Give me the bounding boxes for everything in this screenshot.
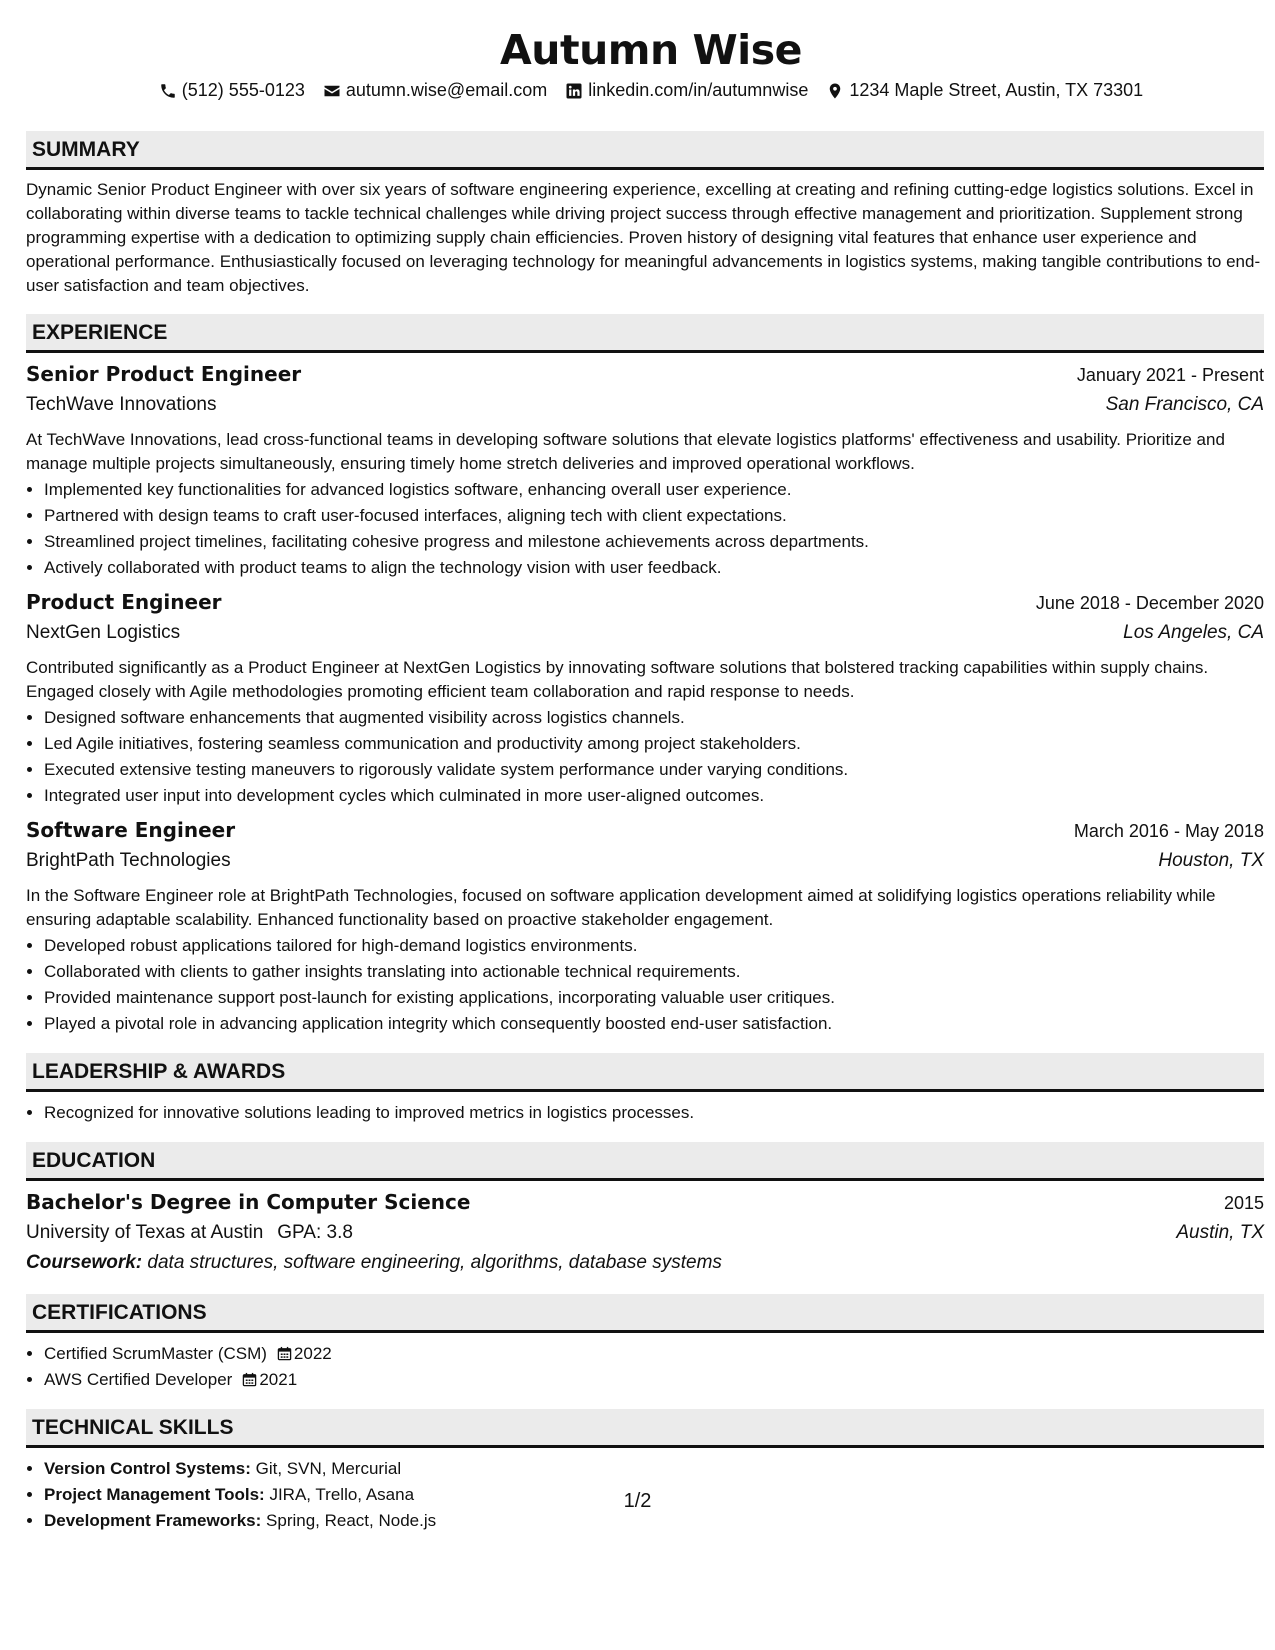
list-item: • Implemented key functionalities for advanced logistics software, enhancing overall user experience. bbox=[44, 477, 1264, 503]
coursework-text: data structures, software engineering, algorithms, database systems bbox=[147, 1252, 722, 1273]
job-summary: Contributed significantly as a Product Engineer at NextGen Logistics by innovating software solutions that bolstered tracking capabilities within supply chains. Engaged closely with Agile methodologies promoting efficient team collaboration and rapid response to needs. bbox=[26, 658, 1209, 701]
contact-bar bbox=[26, 80, 1275, 101]
school-location: Austin, TX bbox=[1176, 1222, 1264, 1243]
list-item: • Partnered with design teams to craft user-focused interfaces, aligning tech with client expectations. bbox=[44, 503, 1264, 529]
list-item: • Integrated user input into development cycles which culminated in more user-aligned outcomes. bbox=[44, 783, 1264, 809]
cert-year: 2021 bbox=[259, 1370, 298, 1389]
section-heading-education: EDUCATION bbox=[26, 1142, 1264, 1181]
job-dates: June 2018 - December 2020 bbox=[1035, 593, 1264, 613]
job-company: BrightPath Technologies bbox=[26, 850, 231, 871]
degree: Bachelor's Degree in Computer Science bbox=[26, 1190, 471, 1214]
coursework-label: Coursework: bbox=[26, 1252, 143, 1273]
job-entry bbox=[26, 359, 1264, 581]
cert-name: Certified ScrumMaster (CSM) bbox=[44, 1344, 267, 1363]
section-heading-leadership: LEADERSHIP & AWARDS bbox=[26, 1053, 1264, 1092]
list-item bbox=[44, 1456, 1188, 1482]
section-heading-experience: EXPERIENCE bbox=[26, 314, 1264, 353]
candidate-name: Autumn Wise bbox=[500, 26, 802, 74]
job-entry bbox=[26, 587, 1264, 809]
contact-linkedin[interactable] bbox=[565, 80, 808, 101]
education-entry bbox=[26, 1187, 1264, 1278]
job-company: TechWave Innovations bbox=[26, 394, 217, 415]
list-item bbox=[44, 1367, 1188, 1393]
list-item: • Provided maintenance support post-launch for existing applications, incorporating valuable user critiques. bbox=[44, 985, 1264, 1011]
school-line bbox=[26, 1218, 353, 1248]
contact-email[interactable] bbox=[323, 80, 547, 101]
list-item: • Designed software enhancements that augmented visibility across logistics channels. bbox=[44, 705, 1264, 731]
phone-icon bbox=[159, 82, 177, 100]
section-heading-summary: SUMMARY bbox=[26, 131, 1264, 170]
list-item bbox=[44, 1341, 1188, 1367]
section-heading-certifications: CERTIFICATIONS bbox=[26, 1294, 1264, 1333]
job-title: Senior Product Engineer bbox=[26, 362, 302, 386]
job-dates: March 2016 - May 2018 bbox=[1073, 821, 1264, 841]
list-item: • Streamlined project timelines, facilitating cohesive progress and milestone achievements across departments. bbox=[44, 529, 1264, 555]
certifications-list bbox=[26, 1341, 1188, 1393]
phone-text: (512) 555-0123 bbox=[181, 80, 305, 100]
job-bullets bbox=[26, 705, 1264, 809]
skill-label: Project Management Tools: bbox=[44, 1485, 265, 1504]
coursework bbox=[26, 1248, 1264, 1278]
list-item: • Recognized for innovative solutions leading to improved metrics in logistics processes. bbox=[44, 1100, 1188, 1126]
email-text: autumn.wise@email.com bbox=[345, 80, 548, 100]
cert-name: AWS Certified Developer bbox=[44, 1370, 233, 1389]
skill-label: Development Frameworks: bbox=[44, 1511, 262, 1530]
job-location: Los Angeles, CA bbox=[1123, 622, 1264, 643]
linkedin-icon bbox=[565, 82, 583, 100]
address-text: 1234 Maple Street, Austin, TX 73301 bbox=[849, 80, 1144, 100]
skill-label: Version Control Systems: bbox=[44, 1459, 251, 1478]
map-pin-icon bbox=[826, 82, 844, 100]
skill-value: Git, SVN, Mercurial bbox=[255, 1459, 402, 1478]
cert-year: 2022 bbox=[293, 1344, 332, 1363]
job-bullets bbox=[26, 477, 1264, 581]
skill-value: Spring, React, Node.js bbox=[266, 1511, 437, 1530]
section-heading-skills: TECHNICAL SKILLS bbox=[26, 1409, 1264, 1448]
calendar-icon bbox=[277, 1343, 292, 1358]
awards-list bbox=[26, 1100, 1188, 1126]
job-location: Houston, TX bbox=[1158, 850, 1264, 871]
summary-text: Dynamic Senior Product Engineer with over six years of software engineering experience, excelling at creating and refining cutting-edge logistics solutions. Excel in collaborating within diverse teams to tackle technical challenges while driving project success through effective management and prioritization. Supplement strong programming expertise with a dedication to optimizing supply chain efficiencies. Proven history of designing vital features that enhance user experience and operational performance. Enthusiastically focused on leveraging technology for meaningful advancements in logistics systems, making tangible contributions to end-user satisfaction and team objectives. bbox=[26, 180, 1261, 295]
skill-value: JIRA, Trello, Asana bbox=[269, 1485, 415, 1504]
job-bullets bbox=[26, 933, 1264, 1037]
graduation-year: 2015 bbox=[1223, 1193, 1264, 1213]
contact-phone bbox=[159, 80, 305, 101]
job-dates: January 2021 - Present bbox=[1076, 365, 1264, 385]
job-summary: At TechWave Innovations, lead cross-functional teams in developing software solutions that elevate logistics platforms' effectiveness and usability. Prioritize and manage multiple projects simultaneously, ensuring timely home stretch deliveries and improved operational workflows. bbox=[26, 430, 1225, 473]
job-summary: In the Software Engineer role at BrightPath Technologies, focused on software application development aimed at solidifying logistics operations reliability while ensuring adaptable scalability. Enhanced functionality based on proactive stakeholder engagement. bbox=[26, 886, 1216, 929]
list-item: • Actively collaborated with product teams to align the technology vision with user feedback. bbox=[44, 555, 1264, 581]
contact-address bbox=[826, 80, 1143, 101]
list-item: • Developed robust applications tailored for high-demand logistics environments. bbox=[44, 933, 1264, 959]
calendar-icon bbox=[242, 1369, 257, 1384]
linkedin-text: linkedin.com/in/autumnwise bbox=[588, 80, 809, 100]
school-name: University of Texas at Austin bbox=[26, 1222, 264, 1243]
list-item: • Collaborated with clients to gather insights translating into actionable technical requirements. bbox=[44, 959, 1264, 985]
page-number: 1/2 bbox=[623, 1490, 652, 1512]
job-location: San Francisco, CA bbox=[1105, 394, 1264, 415]
envelope-icon bbox=[323, 82, 341, 100]
list-item: • Executed extensive testing maneuvers to rigorously validate system performance under varying conditions. bbox=[44, 757, 1264, 783]
list-item: • Led Agile initiatives, fostering seamless communication and productivity among project stakeholders. bbox=[44, 731, 1264, 757]
job-entry bbox=[26, 815, 1264, 1037]
job-company: NextGen Logistics bbox=[26, 622, 181, 643]
gpa: GPA: 3.8 bbox=[277, 1222, 353, 1243]
list-item: • Played a pivotal role in advancing application integrity which consequently boosted end-user satisfaction. bbox=[44, 1011, 1264, 1037]
job-title: Software Engineer bbox=[26, 818, 236, 842]
job-title: Product Engineer bbox=[26, 590, 222, 614]
